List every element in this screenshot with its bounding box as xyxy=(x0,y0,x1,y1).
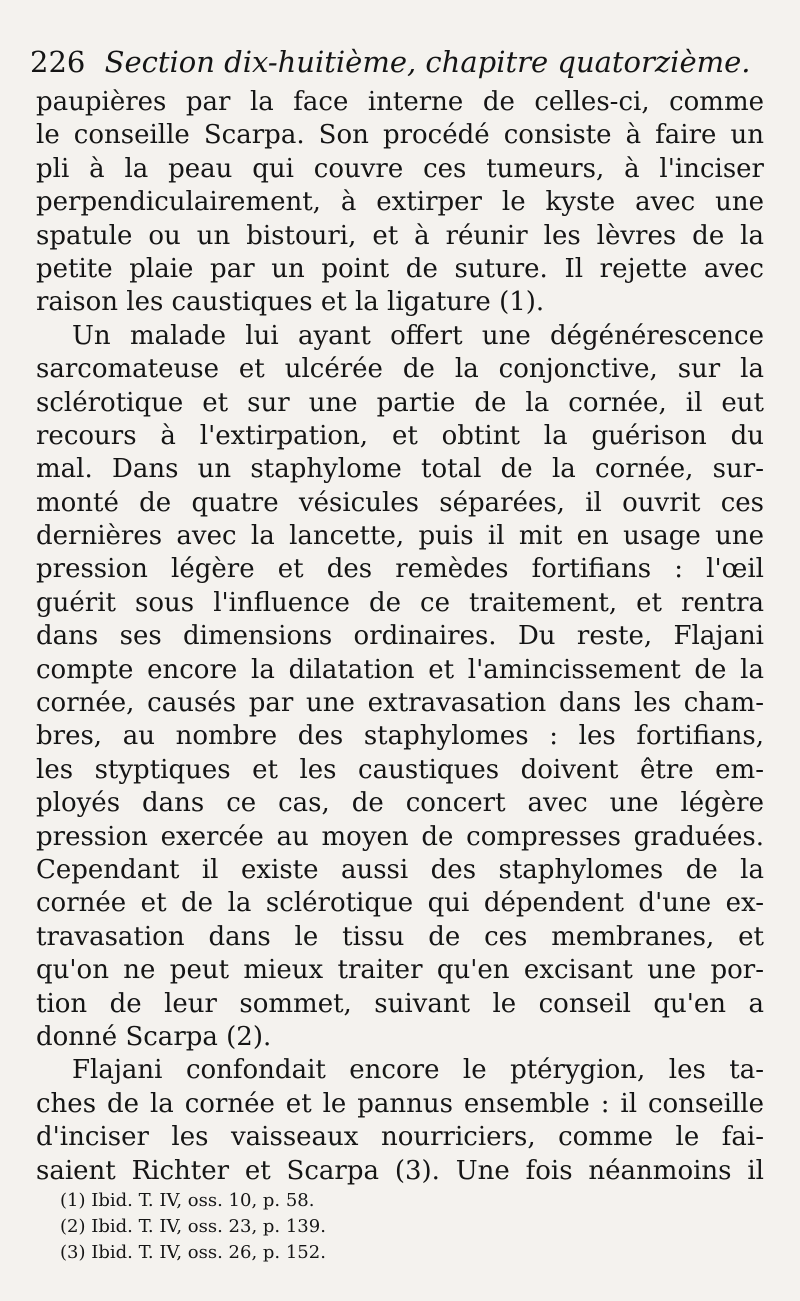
text-line: ployés dans ce cas, de concert avec une légère xyxy=(36,788,764,819)
text-line: guérit sous l'influence de ce traitement, et rentra xyxy=(36,587,764,618)
text-line: cornée et de la sclérotique qui dépendent d'une ex- xyxy=(36,888,764,919)
text-line: pli à la peau qui couvre ces tumeurs, à l'inciser xyxy=(36,153,764,184)
text-line: paupières par la face interne de celles-ci, comme xyxy=(36,87,764,117)
text-line: recours à l'extirpation, et obtint la guérison du xyxy=(36,420,764,451)
body-text xyxy=(36,86,764,1188)
text-line: compte encore la dilatation et l'amincissement de la xyxy=(36,654,764,685)
footnote: (1) Ibid. T. IV, oss. 10, p. 58. xyxy=(60,1190,315,1211)
running-title: Section dix-huitième, chapitre quatorzième. xyxy=(104,45,751,79)
text-line: perpendiculairement, à extirper le kyste avec une xyxy=(36,187,764,218)
text-line: les styptiques et les caustiques doivent être em- xyxy=(36,754,764,785)
text-line: mal. Dans un staphylome total de la cornée, sur- xyxy=(36,454,764,485)
text-line: Flajani confondait encore le ptérygion, les ta- xyxy=(72,1055,764,1086)
text-line: d'inciser les vaisseaux nourriciers, comme le fai- xyxy=(36,1122,764,1153)
text-line: pression exercée au moyen de compresses graduées. xyxy=(36,821,764,852)
text-line: spatule ou un bistouri, et à réunir les lèvres de la xyxy=(36,220,764,251)
text-line: cornée, causés par une extravasation dans les cham- xyxy=(36,688,764,719)
text-line: pression légère et des remèdes fortifians : l'œil xyxy=(36,554,764,585)
text-line: donné Scarpa (2). xyxy=(36,1021,272,1052)
text-line: dernières avec la lancette, puis il mit en usage une xyxy=(36,521,764,552)
footnote: (3) Ibid. T. IV, oss. 26, p. 152. xyxy=(60,1242,326,1263)
text-line: petite plaie par un point de suture. Il rejette avec xyxy=(36,253,764,284)
text-line: sarcomateuse et ulcérée de la conjonctive, sur la xyxy=(36,354,764,385)
text-line: Cependant il existe aussi des staphylomes de la xyxy=(36,854,764,885)
running-head xyxy=(30,42,770,82)
text-line: qu'on ne peut mieux traiter qu'en excisant une por- xyxy=(36,955,764,986)
text-line: bres, au nombre des staphylomes : les fortifians, xyxy=(36,721,764,752)
text-line: raison les caustiques et la ligature (1). xyxy=(36,287,545,318)
footnotes xyxy=(60,1188,660,1266)
text-line: saient Richter et Scarpa (3). Une fois néanmoins il xyxy=(36,1155,764,1186)
text-line: le conseille Scarpa. Son procédé consiste à faire un xyxy=(36,120,764,151)
footnote: (2) Ibid. T. IV, oss. 23, p. 139. xyxy=(60,1216,326,1237)
text-line: tion de leur sommet, suivant le conseil qu'en a xyxy=(36,988,764,1019)
text-line: monté de quatre vésicules séparées, il ouvrit ces xyxy=(36,487,764,518)
text-line: ches de la cornée et le pannus ensemble : il conseille xyxy=(36,1088,764,1119)
text-line: sclérotique et sur une partie de la cornée, il eut xyxy=(36,387,764,418)
text-line: dans ses dimensions ordinaires. Du reste, Flajani xyxy=(36,621,764,652)
text-line: Un malade lui ayant offert une dégénérescence xyxy=(72,320,764,351)
text-line: travasation dans le tissu de ces membranes, et xyxy=(36,921,764,952)
page-number: 226 xyxy=(30,45,86,79)
